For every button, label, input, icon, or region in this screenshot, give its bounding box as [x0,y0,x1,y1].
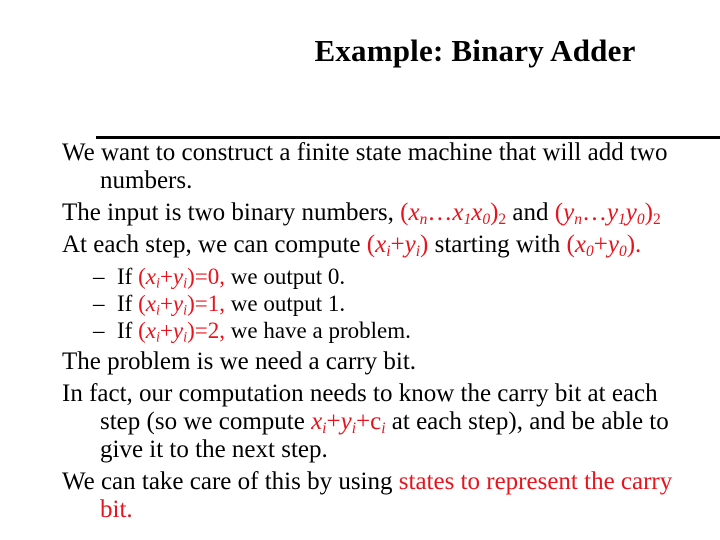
paragraph-compute: At each step, we can compute $(x_i+y_i)$ starting with $(x_0+y_0)$. [62,231,642,260]
dash-bullet-icon: – [93,318,105,343]
paragraph-input: The input is two binary numbers, $(x_n\dots x_1x_0)_2$ and $(y_n\dots y_1y_0)_2$ [62,199,661,228]
bullet-case-problem [62,317,717,344]
slide-body [62,139,717,528]
paragraph-carry-explanation: In fact, our computation needs to know the carry bit at each step (so we compute $x_i+y_i+c_i$ at each step), and be able to give it to the next step. [62,380,669,463]
dash-bullet-icon: – [93,291,105,316]
bullet-text: If $(x_i+y_i)=1$, we output 1. [117,291,346,319]
bullet-text: If $(x_i+y_i)=2$, we have a problem. [117,318,411,346]
bullet-case-output-0 [62,263,717,290]
paragraph-goal: We want to construct a finite state machine that will add two numbers. [62,139,668,194]
slide-title: Example: Binary Adder [314,33,636,68]
bullet-text: If $(x_i+y_i)=0$, we output 0. [117,264,346,292]
paragraph-solution: We can take care of this by using states to represent the carry bit. [62,468,673,523]
dash-bullet-icon: – [93,264,105,289]
bullet-case-output-1 [62,290,717,317]
paragraph-carry-problem: The problem is we need a carry bit. [62,348,417,375]
